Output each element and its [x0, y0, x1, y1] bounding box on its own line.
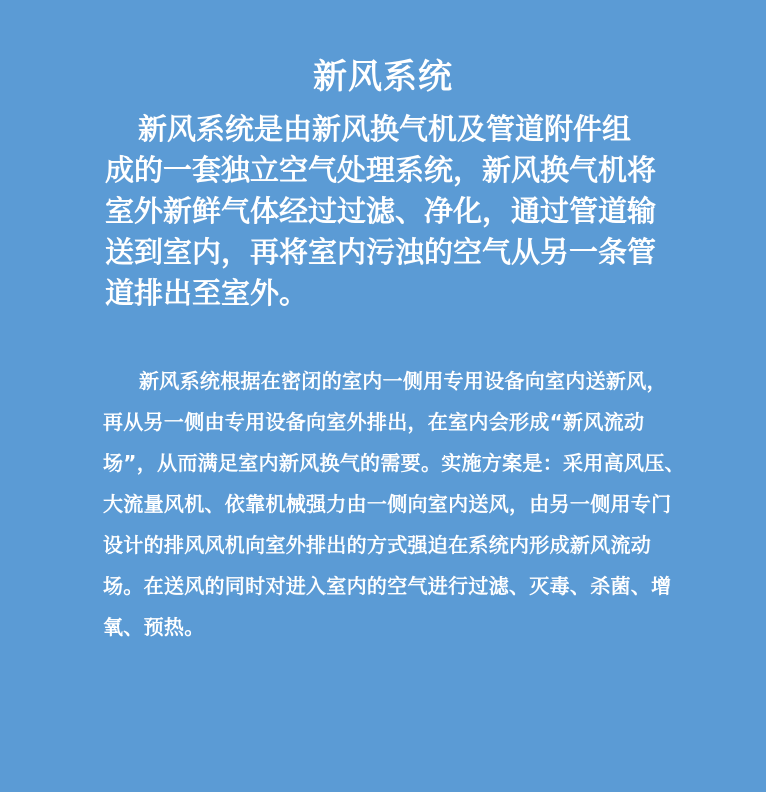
- text-line: 新风系统是由新风换气机及管道附件组: [138, 112, 632, 146]
- page: [0, 58, 766, 795]
- detail-paragraph: [103, 361, 685, 648]
- text-line: 送到室内，再将室内污浊的空气从另一条管: [105, 235, 657, 269]
- text-line: 场”，从而满足室内新风换气的需要。实施方案是：采用高风压、: [103, 451, 685, 475]
- text-line: 道排出至室外。: [105, 276, 309, 310]
- page-title: 新风系统: [313, 57, 453, 97]
- text-line: 大流量风机、依靠机械强力由一侧向室内送风，由另一侧用专门: [103, 492, 672, 516]
- text-line: 成的一套独立空气处理系统，新风换气机将: [105, 153, 657, 187]
- text-line: 再从另一侧由专用设备向室外排出，在室内会形成“新风流动: [103, 410, 645, 434]
- text-line: 场。在送风的同时对进入室内的空气进行过滤、灭毒、杀菌、增: [103, 574, 672, 598]
- intro-paragraph: [105, 109, 666, 314]
- text-line: 室外新鲜气体经过过滤、净化，通过管道输: [105, 194, 657, 228]
- text-line: 设计的排风风机向室外排出的方式强迫在系统内形成新风流动: [103, 533, 652, 557]
- text-line: 新风系统根据在密闭的室内一侧用专用设备向室内送新风，: [139, 369, 667, 393]
- text-line: 氧、预热。: [103, 615, 205, 639]
